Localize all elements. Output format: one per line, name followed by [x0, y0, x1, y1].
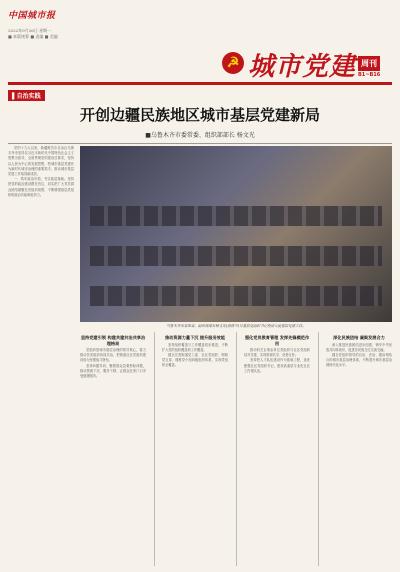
paragraph: 党组织是城市基层治理的领导核心，着力推动各类组织协同共治，把街道社区党组织建设成为坚强战斗堡垒。 [80, 348, 146, 363]
paragraph: 推动机关企事业单位党组织与社区党组织结对共建，实现资源共享、优势互补。 [244, 348, 310, 358]
subheading: 坚持党建引领 构建共建共治共享治理格局 [80, 335, 146, 346]
paragraph: 健全完善街道党工委、社区党组织、网格党支部、楼栋党小组四级组织体系，实现党组织全覆盖。 [162, 352, 228, 368]
paragraph: 坚持问题导向，聚焦群众急难愁盼问题，推动资源下沉、服务下移，让群众在家门口享受便捷服务。 [80, 363, 146, 379]
paragraph: 一、筑牢政治引领，夯实基层基础。坚持把党的政治建设摆在首位，切实把广大党员群众团结凝聚在党组织周围，不断增强基层党组织的政治功能和组织力。 [8, 177, 74, 197]
text-column-4 [244, 332, 310, 566]
paragraph: 健全党组织领导的自治、法治、德治相结合的城市基层治理体系，不断提升城市基层治理现代化水平。 [326, 352, 392, 368]
photo-row [90, 286, 382, 306]
subheading: 强化党员教育管理 发挥先锋模范作用 [244, 335, 310, 346]
divider [8, 143, 392, 144]
photo-row [90, 246, 382, 266]
masthead-rule [8, 82, 392, 85]
photo-caption: 乌鲁木齐市委常委、组织部部长杨文光(前排中)与基层党组织书记座谈交流基层党建工作。 [166, 324, 306, 328]
newspaper-logo: 中国城市报 [8, 11, 56, 21]
article-headline: 开创边疆民族地区城市基层党建新局 [79, 106, 320, 124]
text-column-5 [326, 332, 392, 566]
column-divider [318, 332, 319, 566]
text-column-1 [8, 146, 74, 566]
column-divider [236, 332, 237, 566]
paragraph: 坚持组织覆盖与工作覆盖同步推进，不断扩大党的组织覆盖和工作覆盖。 [162, 342, 228, 352]
column-divider [154, 332, 155, 566]
issue-meta [8, 28, 158, 40]
article-byline: ■乌鲁木齐市委常委、组织部部长 杨文光 [145, 132, 255, 139]
text-column-3 [162, 332, 228, 566]
subheading: 推动资源力量下沉 提升服务效能 [164, 335, 226, 340]
section-title: 城市党建 [248, 52, 357, 82]
party-emblem-icon: ☭ [222, 52, 244, 74]
photo-row [90, 206, 382, 226]
editor-line: ■ 本版统筹 ■ 责编 ■ 美编 [8, 34, 58, 39]
weekly-badge: 周刊 [358, 56, 380, 71]
subheading: 深化民族团结 凝聚发展合力 [333, 335, 385, 340]
column-tag: ▌自治实践 [8, 90, 45, 101]
page-range: B1~B16 [358, 72, 381, 78]
paragraph: 坚持把人才队伍建设作为基础工程，选优配强社区党组织书记，建设高素质专业化社区工作者队伍。 [244, 358, 310, 373]
paragraph: 党的十九大以来，新疆维吾尔自治区乌鲁木齐市坚持以习近平新时代中国特色社会主义思想为指导，全面贯彻党的建设总要求，坚持以人民为中心的发展思想，把城市基层党建作为新时代城市治理的重要抓手，推动城市基层党建工作取得新成效。 [8, 146, 74, 177]
paragraph: 深入推进民族团结进步创建，铸牢中华民族共同体意识，促进各民族交往交流交融。 [326, 342, 392, 352]
text-column-2 [80, 332, 146, 566]
article-photo [80, 146, 392, 322]
issue-date: 2022年9月26日 星期一 [8, 28, 52, 33]
